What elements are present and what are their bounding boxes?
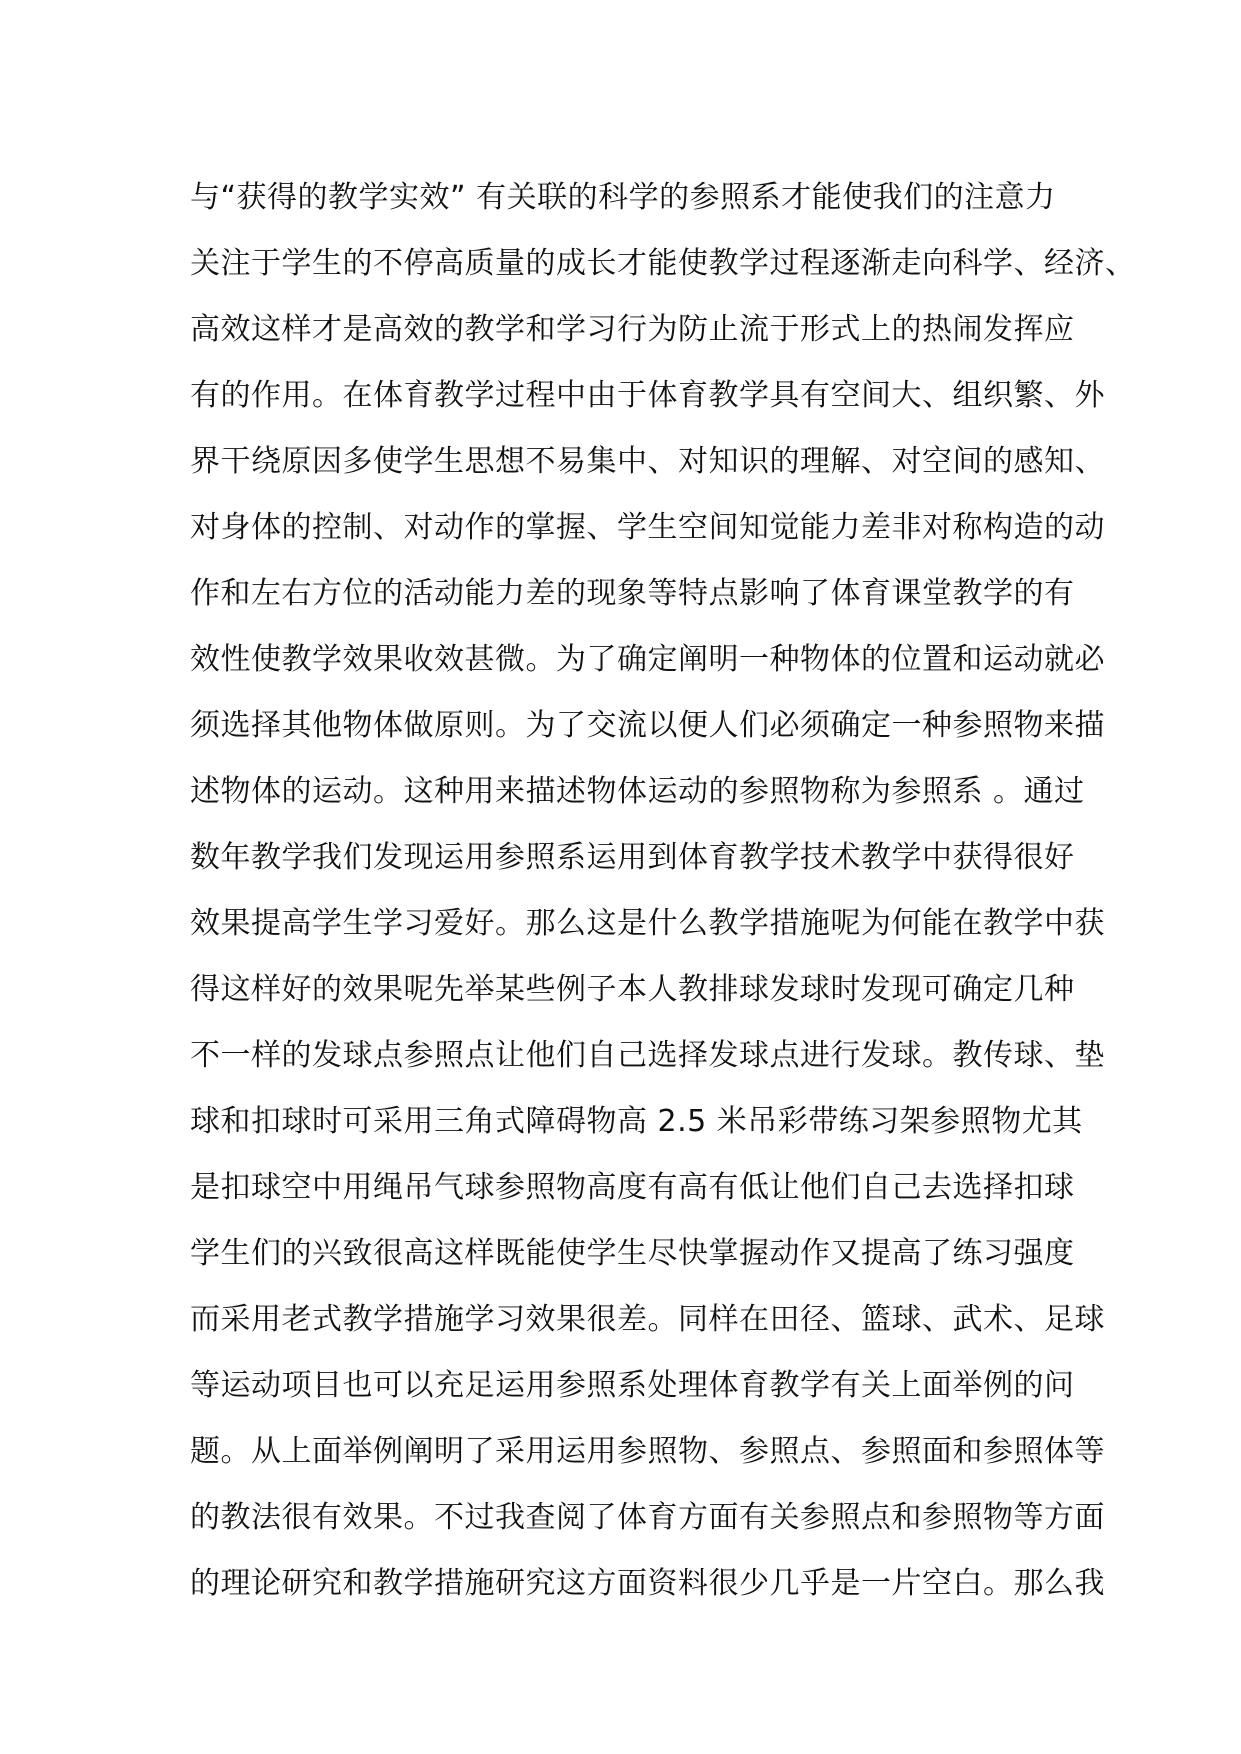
text-line: 须选择其他物体做原则。为了交流以便人们必须确定一种参照物来描 bbox=[190, 708, 1105, 743]
text-line: 高效这样才是高效的教学和学习行为防止流于形式上的热闹发挥应 bbox=[190, 312, 1075, 347]
text-line: 的教法很有效果。不过我查阅了体育方面有关参照点和参照物等方面 bbox=[190, 1500, 1105, 1535]
text-line: 界干绕原因多使学生思想不易集中、对知识的理解、对空间的感知、 bbox=[190, 444, 1105, 479]
text-line: 有的作用。在体育教学过程中由于体育教学具有空间大、组织繁、外 bbox=[190, 378, 1105, 413]
text-line: 述物体的运动。这种用来描述物体运动的参照物称为参照系 。通过 bbox=[190, 774, 1085, 809]
text-line: 等运动项目也可以充足运用参照系处理体育教学有关上面举例的问 bbox=[190, 1368, 1075, 1403]
text-line: 对身体的控制、对动作的掌握、学生空间知觉能力差非对称构造的动 bbox=[190, 510, 1105, 545]
text-line: 数年教学我们发现运用参照系运用到体育教学技术教学中获得很好 bbox=[190, 840, 1075, 875]
text-line: 的理论研究和教学措施研究这方面资料很少几乎是一片空白。那么我 bbox=[190, 1566, 1105, 1601]
text-line: 关注于学生的不停高质量的成长才能使教学过程逐渐走向科学、经济、 bbox=[190, 246, 1136, 281]
text-line: 效果提高学生学习爱好。那么这是什么教学措施呢为何能在教学中获 bbox=[190, 906, 1105, 941]
text-line: 是扣球空中用绳吊气球参照物高度有高有低让他们自己去选择扣球 bbox=[190, 1170, 1075, 1205]
text-line: 效性使教学效果收效甚微。为了确定阐明一种物体的位置和运动就必 bbox=[190, 642, 1105, 677]
text-line: 题。从上面举例阐明了采用运用参照物、参照点、参照面和参照体等 bbox=[190, 1434, 1105, 1469]
text-line: 得这样好的效果呢先举某些例子本人教排球发球时发现可确定几种 bbox=[190, 972, 1075, 1007]
text-line: 而采用老式教学措施学习效果很差。同样在田径、篮球、武术、足球 bbox=[190, 1302, 1105, 1337]
text-line: 与“获得的教学实效” 有关联的科学的参照系才能使我们的注意力 bbox=[190, 180, 1056, 215]
body-text bbox=[190, 165, 1136, 1617]
text-line: 不一样的发球点参照点让他们自己选择发球点进行发球。教传球、垫 bbox=[190, 1038, 1105, 1073]
text-line: 学生们的兴致很高这样既能使学生尽快掌握动作又提高了练习强度 bbox=[190, 1236, 1075, 1271]
text-line: 作和左右方位的活动能力差的现象等特点影响了体育课堂教学的有 bbox=[190, 576, 1075, 611]
text-line: 球和扣球时可采用三角式障碍物高 2.5 米吊彩带练习架参照物尤其 bbox=[190, 1104, 1083, 1139]
